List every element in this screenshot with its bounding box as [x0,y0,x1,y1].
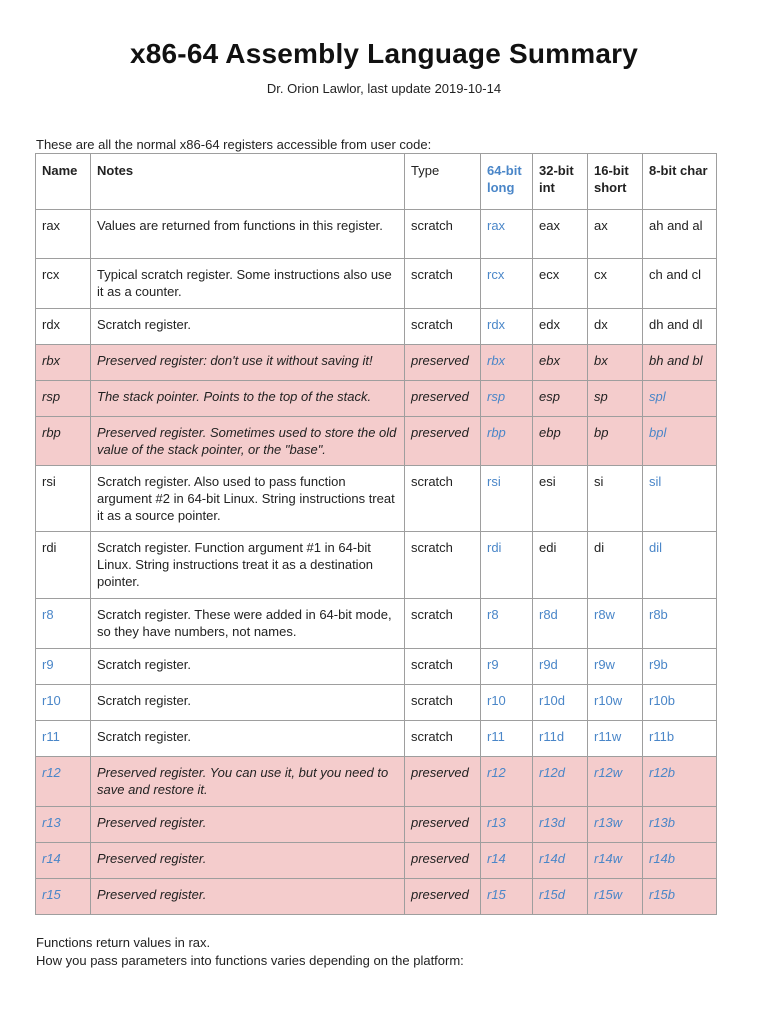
register-type-cell: scratch [405,685,481,721]
register-32bit-cell: r8d [533,599,588,649]
register-notes-cell: Scratch register. Also used to pass function argument #2 in 64-bit Linux. String instructions treat it as a source pointer. [91,466,405,532]
register-64bit-cell: rsi [481,466,533,532]
register-16bit-cell: r10w [588,685,643,721]
register-64bit-cell: rdx [481,309,533,345]
register-table-body [36,210,717,915]
register-8bit-cell: r9b [643,649,717,685]
register-8bit-cell: r11b [643,721,717,757]
register-name-cell: r13 [36,807,91,843]
register-name-cell: rsp [36,381,91,417]
register-8bit-cell: r14b [643,843,717,879]
register-type-cell: preserved [405,843,481,879]
register-64bit-cell: rsp [481,381,533,417]
register-notes-cell: Preserved register. You can use it, but you need to save and restore it. [91,757,405,807]
header-8bit: 8-bit char [643,154,717,210]
header-notes: Notes [91,154,405,210]
register-name-cell: r14 [36,843,91,879]
register-16bit-cell: di [588,532,643,599]
table-row [36,721,717,757]
register-name-cell: r9 [36,649,91,685]
register-type-cell: preserved [405,807,481,843]
table-row [36,685,717,721]
page-title: x86-64 Assembly Language Summary [129,38,639,69]
register-64bit-cell: rax [481,210,533,259]
register-notes-cell: Scratch register. [91,721,405,757]
register-16bit-cell: r12w [588,757,643,807]
register-notes-cell: Scratch register. Function argument #1 in 64-bit Linux. String instructions treat it as a destination pointer. [91,532,405,599]
register-16bit-cell: r14w [588,843,643,879]
register-notes-cell: Scratch register. [91,649,405,685]
register-name-cell: rdi [36,532,91,599]
table-header-row [36,154,717,210]
register-16bit-cell: r13w [588,807,643,843]
register-notes-cell: Typical scratch register. Some instructions also use it as a counter. [91,259,405,309]
register-notes-cell: Scratch register. These were added in 64-bit mode, so they have numbers, not names. [91,599,405,649]
register-64bit-cell: r10 [481,685,533,721]
table-row [36,417,717,466]
register-type-cell: scratch [405,532,481,599]
table-row [36,532,717,599]
register-name-cell: r8 [36,599,91,649]
intro-text: These are all the normal x86-64 registers accessible from user code: [36,137,432,152]
register-8bit-cell: dh and dl [643,309,717,345]
register-8bit-cell: r13b [643,807,717,843]
register-name-cell: rbx [36,345,91,381]
register-type-cell: scratch [405,259,481,309]
register-64bit-cell: r15 [481,879,533,915]
table-row [36,466,717,532]
register-name-cell: rsi [36,466,91,532]
register-32bit-cell: eax [533,210,588,259]
register-8bit-cell: sil [643,466,717,532]
table-row [36,599,717,649]
register-type-cell: scratch [405,649,481,685]
register-notes-cell: Preserved register: don't use it without saving it! [91,345,405,381]
table-row [36,757,717,807]
register-64bit-cell: r11 [481,721,533,757]
register-notes-cell: Preserved register. [91,879,405,915]
register-32bit-cell: esi [533,466,588,532]
register-type-cell: preserved [405,417,481,466]
register-type-cell: scratch [405,721,481,757]
register-table [35,153,717,915]
register-8bit-cell: ah and al [643,210,717,259]
register-8bit-cell: r10b [643,685,717,721]
register-32bit-cell: r10d [533,685,588,721]
register-32bit-cell: r9d [533,649,588,685]
register-name-cell: r15 [36,879,91,915]
register-64bit-cell: r12 [481,757,533,807]
register-32bit-cell: esp [533,381,588,417]
register-name-cell: rcx [36,259,91,309]
register-8bit-cell: dil [643,532,717,599]
footer-line-2: How you pass parameters into functions varies depending on the platform: [36,953,464,968]
header-type: Type [405,154,481,210]
register-name-cell: rax [36,210,91,259]
header-32bit: 32-bit int [533,154,588,210]
register-notes-cell: Preserved register. [91,843,405,879]
register-16bit-cell: r11w [588,721,643,757]
register-name-cell: rbp [36,417,91,466]
register-16bit-cell: r15w [588,879,643,915]
register-type-cell: scratch [405,466,481,532]
register-notes-cell: Scratch register. [91,685,405,721]
table-row [36,807,717,843]
register-32bit-cell: edi [533,532,588,599]
register-64bit-cell: r13 [481,807,533,843]
register-name-cell: rdx [36,309,91,345]
register-8bit-cell: r15b [643,879,717,915]
register-notes-cell: Scratch register. [91,309,405,345]
register-8bit-cell: r12b [643,757,717,807]
register-type-cell: scratch [405,210,481,259]
register-type-cell: preserved [405,757,481,807]
register-32bit-cell: r15d [533,879,588,915]
register-notes-cell: Preserved register. [91,807,405,843]
register-8bit-cell: spl [643,381,717,417]
table-row [36,210,717,259]
table-row [36,345,717,381]
register-32bit-cell: r14d [533,843,588,879]
register-16bit-cell: si [588,466,643,532]
register-type-cell: preserved [405,879,481,915]
register-notes-cell: The stack pointer. Points to the top of the stack. [91,381,405,417]
register-64bit-cell: rdi [481,532,533,599]
register-32bit-cell: r12d [533,757,588,807]
register-32bit-cell: edx [533,309,588,345]
register-32bit-cell: ebp [533,417,588,466]
register-16bit-cell: ax [588,210,643,259]
register-64bit-cell: r14 [481,843,533,879]
register-8bit-cell: bpl [643,417,717,466]
table-row [36,381,717,417]
table-row [36,879,717,915]
register-8bit-cell: ch and cl [643,259,717,309]
register-notes-cell: Preserved register. Sometimes used to store the old value of the stack pointer, or the "base". [91,417,405,466]
register-type-cell: preserved [405,345,481,381]
author-line: Dr. Orion Lawlor, last update 2019-10-14 [266,81,502,96]
register-64bit-cell: r8 [481,599,533,649]
register-16bit-cell: bx [588,345,643,381]
register-32bit-cell: ecx [533,259,588,309]
register-notes-cell: Values are returned from functions in this register. [91,210,405,259]
register-name-cell: r10 [36,685,91,721]
table-row [36,259,717,309]
register-16bit-cell: bp [588,417,643,466]
register-16bit-cell: sp [588,381,643,417]
footer-line-1: Functions return values in rax. [36,935,211,950]
register-name-cell: r12 [36,757,91,807]
register-type-cell: preserved [405,381,481,417]
register-64bit-cell: rbp [481,417,533,466]
table-row [36,649,717,685]
register-64bit-cell: r9 [481,649,533,685]
register-8bit-cell: r8b [643,599,717,649]
register-64bit-cell: rbx [481,345,533,381]
register-32bit-cell: r11d [533,721,588,757]
register-name-cell: r11 [36,721,91,757]
register-8bit-cell: bh and bl [643,345,717,381]
table-row [36,309,717,345]
register-type-cell: scratch [405,599,481,649]
register-16bit-cell: r9w [588,649,643,685]
register-32bit-cell: r13d [533,807,588,843]
register-16bit-cell: cx [588,259,643,309]
register-16bit-cell: r8w [588,599,643,649]
header-64bit: 64-bit long [481,154,533,210]
register-type-cell: scratch [405,309,481,345]
register-32bit-cell: ebx [533,345,588,381]
header-16bit: 16-bit short [588,154,643,210]
header-name: Name [36,154,91,210]
register-64bit-cell: rcx [481,259,533,309]
register-16bit-cell: dx [588,309,643,345]
table-row [36,843,717,879]
